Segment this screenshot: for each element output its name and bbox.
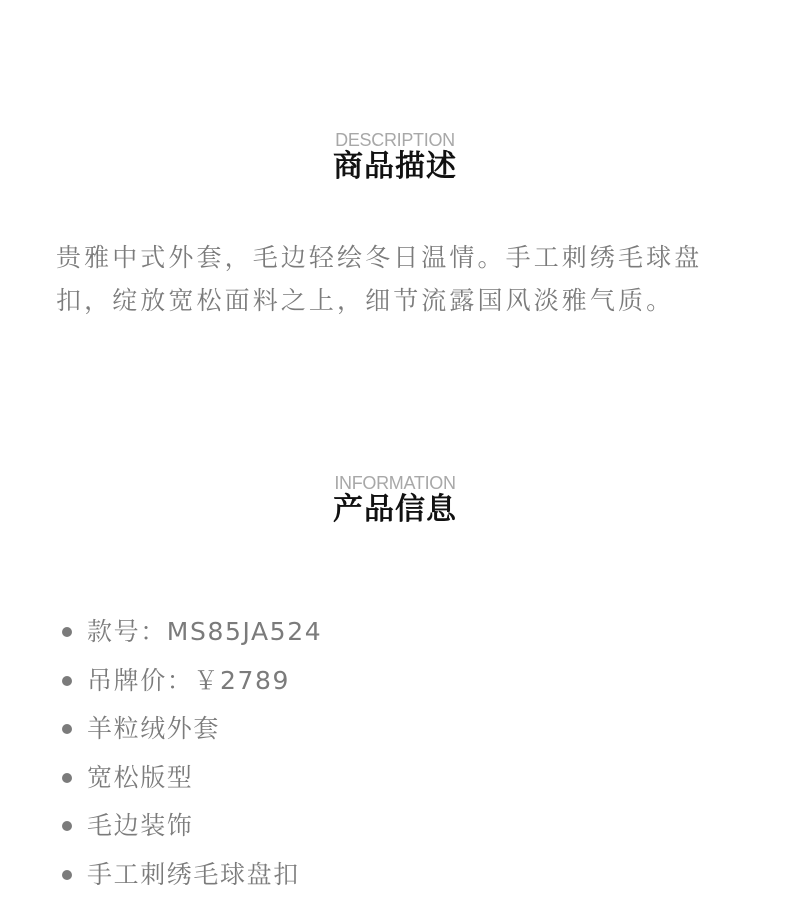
info-item-text: 款号：MS85JA524 [87, 617, 322, 646]
bullet-icon [62, 676, 72, 686]
information-title: 产品信息 [0, 493, 790, 527]
description-title: 商品描述 [0, 150, 790, 184]
info-item-buttons [60, 855, 322, 903]
description-header [0, 130, 790, 184]
bullet-icon [62, 627, 72, 637]
info-item-style-number [60, 612, 322, 661]
info-item-text: 宽松版型 [87, 763, 193, 792]
bullet-icon [62, 773, 72, 783]
info-item-text: 羊粒绒外套 [87, 714, 220, 743]
bullet-icon [62, 821, 72, 831]
information-eyebrow: INFORMATION [0, 473, 790, 493]
info-item-text: 吊牌价：￥2789 [87, 666, 290, 695]
product-info-list [60, 612, 322, 903]
description-eyebrow: DESCRIPTION [0, 130, 790, 150]
info-item-trim [60, 806, 322, 855]
bullet-icon [62, 724, 72, 734]
bullet-icon [62, 870, 72, 880]
information-header [0, 473, 790, 527]
info-item-fit [60, 758, 322, 807]
info-item-material [60, 709, 322, 758]
description-text: 贵雅中式外套，毛边轻绘冬日温情。手工刺绣毛球盘扣，绽放宽松面料之上，细节流露国风淡雅气质。 [56, 236, 746, 322]
info-item-text: 毛边装饰 [87, 811, 193, 840]
info-item-tag-price [60, 661, 322, 710]
info-item-text: 手工刺绣毛球盘扣 [87, 860, 300, 889]
